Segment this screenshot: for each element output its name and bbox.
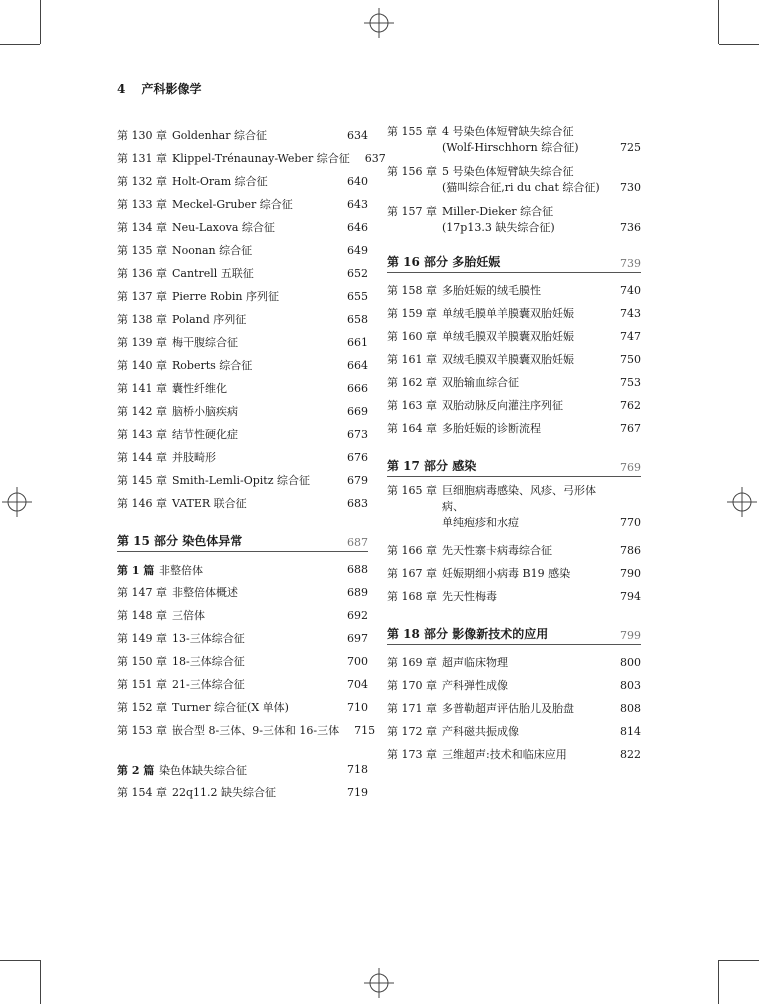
chapter-title: 囊性纤维化 <box>172 381 227 395</box>
chapter-title <box>442 124 605 156</box>
chapter-title: 13-三体综合征 <box>172 631 245 645</box>
part-title: 第 18 部分 影像新技术的应用 <box>387 627 549 641</box>
page-ref: 692 <box>347 608 368 622</box>
page-ref: 786 <box>620 543 641 557</box>
toc-entry <box>117 193 368 216</box>
page-ref: 661 <box>347 335 368 349</box>
chapter-number: 第 131 章 <box>117 151 167 165</box>
chapter-number: 第 141 章 <box>117 381 167 395</box>
crop-mark <box>718 0 719 44</box>
chapter-number: 第 137 章 <box>117 289 167 303</box>
toc-entry <box>117 124 368 147</box>
chapter-number: 第 162 章 <box>387 375 437 389</box>
chapter-title: 单绒毛膜单羊膜囊双胎妊娠 <box>442 306 574 320</box>
section-number: 第 1 篇 <box>117 563 155 577</box>
chapter-title: 脑桥小脑疾病 <box>172 404 238 418</box>
page-ref: 715 <box>354 723 376 737</box>
chapter-number: 第 148 章 <box>117 608 167 622</box>
chapter-number: 第 155 章 <box>387 125 437 138</box>
page-ref: 769 <box>620 461 641 474</box>
page-ref: 673 <box>347 427 368 441</box>
registration-mark-icon <box>364 8 394 38</box>
toc-entry <box>117 170 368 193</box>
page-ref: 666 <box>347 381 368 395</box>
chapter-number: 第 135 章 <box>117 243 167 257</box>
chapter-title <box>442 204 605 236</box>
part-heading <box>387 248 641 273</box>
chapter-number: 第 160 章 <box>387 329 437 343</box>
chapter-number: 第 154 章 <box>117 785 167 799</box>
chapter-number: 第 142 章 <box>117 404 167 418</box>
page-ref: 770 <box>620 516 641 529</box>
page-ref: 683 <box>347 496 368 510</box>
chapter-title: 三倍体 <box>172 608 205 622</box>
chapter-number: 第 147 章 <box>117 585 167 599</box>
chapter-title: Turner 综合征(X 单体) <box>172 700 289 714</box>
toc-entry <box>117 331 368 354</box>
toc-entry <box>387 539 641 562</box>
toc-left-column <box>117 124 386 804</box>
page-ref: 689 <box>347 585 368 599</box>
section-title: 染色体缺失综合征 <box>159 763 247 777</box>
toc-entry <box>387 585 641 608</box>
chapter-number: 第 143 章 <box>117 427 167 441</box>
chapter-title: 超声临床物理 <box>442 655 508 669</box>
toc-entry <box>117 781 368 804</box>
chapter-number: 第 172 章 <box>387 724 437 738</box>
chapter-title <box>442 483 605 531</box>
page-ref: 762 <box>620 398 641 412</box>
chapter-title-line: (猫叫综合征,ri du chat 综合征) <box>442 181 600 194</box>
toc-entry <box>387 348 641 371</box>
chapter-number: 第 134 章 <box>117 220 167 234</box>
page-ref: 718 <box>347 763 368 776</box>
chapter-number: 第 153 章 <box>117 723 167 737</box>
toc-entry <box>387 371 641 394</box>
toc-entry <box>117 650 368 673</box>
page-ref: 814 <box>620 724 641 738</box>
registration-mark-icon <box>727 487 757 517</box>
page-ref: 739 <box>620 257 641 270</box>
toc-entry <box>117 377 368 400</box>
toc-entry <box>117 581 368 604</box>
registration-mark-icon <box>2 487 32 517</box>
chapter-title: VATER 联合征 <box>172 496 247 510</box>
chapter-number: 第 165 章 <box>387 484 437 497</box>
page-ref: 730 <box>620 181 641 194</box>
toc-entry <box>117 262 368 285</box>
chapter-number: 第 138 章 <box>117 312 167 326</box>
chapter-number: 第 139 章 <box>117 335 167 349</box>
section-heading <box>117 558 368 581</box>
page-ref: 652 <box>347 266 368 280</box>
toc-entry <box>117 423 368 446</box>
section-title: 非整倍体 <box>159 563 203 577</box>
toc-entry <box>117 469 368 492</box>
chapter-number: 第 136 章 <box>117 266 167 280</box>
chapter-title: Meckel-Gruber 综合征 <box>172 197 293 211</box>
chapter-number: 第 168 章 <box>387 589 437 603</box>
page-ref: 794 <box>620 589 641 603</box>
page-ref: 704 <box>347 677 368 691</box>
crop-mark <box>0 44 40 45</box>
toc-entry <box>387 562 641 585</box>
chapter-number: 第 149 章 <box>117 631 167 645</box>
chapter-number: 第 133 章 <box>117 197 167 211</box>
toc-entry <box>117 492 368 515</box>
chapter-number: 第 164 章 <box>387 421 437 435</box>
chapter-title: 双绒毛膜双羊膜囊双胎妊娠 <box>442 352 574 366</box>
chapter-number: 第 158 章 <box>387 283 437 297</box>
chapter-title: Smith-Lemli-Opitz 综合征 <box>172 473 310 487</box>
toc-entry <box>387 302 641 325</box>
toc-right-column <box>387 124 641 766</box>
chapter-title: 22q11.2 缺失综合征 <box>172 785 277 799</box>
chapter-title: 三维超声:技术和临床应用 <box>442 747 567 761</box>
registration-mark-icon <box>364 968 394 998</box>
part-title: 第 16 部分 多胎妊娠 <box>387 255 501 269</box>
toc-entry <box>387 743 641 766</box>
toc-entry <box>387 697 641 720</box>
chapter-title: 并肢畸形 <box>172 450 216 464</box>
toc-entry <box>117 354 368 377</box>
chapter-title: 18-三体综合征 <box>172 654 245 668</box>
chapter-title: Neu-Laxova 综合征 <box>172 220 275 234</box>
chapter-title: 非整倍体概述 <box>172 585 238 599</box>
chapter-title: Noonan 综合征 <box>172 243 253 257</box>
crop-mark <box>718 960 719 1004</box>
spacer <box>117 742 368 756</box>
toc-entry <box>387 204 641 236</box>
toc-entry <box>117 627 368 650</box>
toc-entry <box>387 674 641 697</box>
chapter-number: 第 140 章 <box>117 358 167 372</box>
chapter-number: 第 166 章 <box>387 543 437 557</box>
chapter-title-line: 单纯疱疹和水痘 <box>442 516 519 529</box>
toc-entry <box>117 446 368 469</box>
page-ref: 800 <box>620 655 641 669</box>
section-heading <box>117 758 368 781</box>
chapter-title-line: Miller-Dieker 综合征 <box>442 205 554 218</box>
chapter-number: 第 156 章 <box>387 165 437 178</box>
toc-entry <box>117 719 376 742</box>
page-ref: 803 <box>620 678 641 692</box>
page-ref: 700 <box>347 654 368 668</box>
chapter-title: Pierre Robin 序列征 <box>172 289 279 303</box>
chapter-title: 双胎输血综合征 <box>442 375 519 389</box>
toc-entry <box>117 696 368 719</box>
toc-entry <box>117 239 368 262</box>
chapter-title: 单绒毛膜双羊膜囊双胎妊娠 <box>442 329 574 343</box>
page-ref: 637 <box>364 151 386 165</box>
page-ref: 688 <box>347 563 368 576</box>
toc-entry <box>117 673 368 696</box>
page-ref: 736 <box>620 221 641 234</box>
part-title: 第 17 部分 感染 <box>387 459 477 473</box>
part-heading <box>387 620 641 645</box>
chapter-number: 第 151 章 <box>117 677 167 691</box>
page-ref: 658 <box>347 312 368 326</box>
chapter-number: 第 169 章 <box>387 655 437 669</box>
page-ref: 799 <box>620 629 641 642</box>
page-ref: 655 <box>347 289 368 303</box>
chapter-title-line: 巨细胞病毒感染、风疹、弓形体病、 <box>442 484 596 513</box>
page-ref: 679 <box>347 473 368 487</box>
running-header <box>117 80 202 97</box>
chapter-title-line: 4 号染色体短臂缺失综合征 <box>442 125 574 138</box>
chapter-number: 第 144 章 <box>117 450 167 464</box>
chapter-title: Cantrell 五联征 <box>172 266 254 280</box>
page-ref: 646 <box>347 220 368 234</box>
page-ref: 822 <box>620 747 641 761</box>
chapter-title: Roberts 综合征 <box>172 358 253 372</box>
page-ref: 676 <box>347 450 368 464</box>
chapter-number: 第 167 章 <box>387 566 437 580</box>
chapter-title: 多普勒超声评估胎儿及胎盘 <box>442 701 574 715</box>
page-ref: 687 <box>347 536 368 549</box>
chapter-title: 双胎动脉反向灌注序列征 <box>442 398 563 412</box>
page-ref: 747 <box>620 329 641 343</box>
toc-entry <box>387 279 641 302</box>
chapter-number: 第 157 章 <box>387 205 437 218</box>
chapter-title <box>442 164 605 196</box>
toc-entry <box>387 164 641 196</box>
crop-mark <box>0 960 40 961</box>
crop-mark <box>719 960 759 961</box>
chapter-number: 第 170 章 <box>387 678 437 692</box>
chapter-number: 第 150 章 <box>117 654 167 668</box>
part-heading <box>117 527 368 552</box>
toc-entry <box>387 417 641 440</box>
crop-mark <box>40 0 41 44</box>
chapter-number: 第 173 章 <box>387 747 437 761</box>
page-ref: 710 <box>347 700 368 714</box>
toc-entry <box>117 604 368 627</box>
page-number: 4 <box>117 82 126 96</box>
page-ref: 808 <box>620 701 641 715</box>
page-ref: 753 <box>620 375 641 389</box>
page-ref: 743 <box>620 306 641 320</box>
chapter-number: 第 130 章 <box>117 128 167 142</box>
toc-entry <box>117 147 386 170</box>
page-ref: 634 <box>347 128 368 142</box>
page-ref: 790 <box>620 566 641 580</box>
chapter-title-line: 5 号染色体短臂缺失综合征 <box>442 165 574 178</box>
crop-mark <box>40 960 41 1004</box>
chapter-title: 结节性硬化症 <box>172 427 238 441</box>
chapter-title-line: (17p13.3 缺失综合征) <box>442 221 555 234</box>
chapter-title: 产科弹性成像 <box>442 678 508 692</box>
chapter-title: 妊娠期细小病毒 B19 感染 <box>442 566 571 580</box>
toc-entry <box>387 394 641 417</box>
chapter-title: Holt-Oram 综合征 <box>172 174 268 188</box>
chapter-title: 多胎妊娠的绒毛膜性 <box>442 283 541 297</box>
chapter-title: 多胎妊娠的诊断流程 <box>442 421 541 435</box>
toc-entry <box>387 483 641 531</box>
page-ref: 719 <box>347 785 368 799</box>
chapter-title-line: (Wolf-Hirschhorn 综合征) <box>442 141 579 154</box>
toc-entry <box>117 308 368 331</box>
chapter-number: 第 132 章 <box>117 174 167 188</box>
page-ref: 640 <box>347 174 368 188</box>
page-ref: 750 <box>620 352 641 366</box>
page-ref: 767 <box>620 421 641 435</box>
chapter-title: 先天性寨卡病毒综合征 <box>442 543 552 557</box>
section-number: 第 2 篇 <box>117 763 155 777</box>
page-ref: 725 <box>620 141 641 154</box>
toc-entry <box>117 285 368 308</box>
toc-entry <box>387 651 641 674</box>
toc-entry <box>387 325 641 348</box>
chapter-title: 产科磁共振成像 <box>442 724 519 738</box>
chapter-title: Poland 序列征 <box>172 312 247 326</box>
chapter-number: 第 152 章 <box>117 700 167 714</box>
page-ref: 697 <box>347 631 368 645</box>
chapter-number: 第 171 章 <box>387 701 437 715</box>
part-heading <box>387 452 641 477</box>
toc-entry <box>117 400 368 423</box>
toc-entry <box>387 124 641 156</box>
chapter-title: 梅干腹综合征 <box>172 335 238 349</box>
page-ref: 649 <box>347 243 368 257</box>
chapter-number: 第 163 章 <box>387 398 437 412</box>
page-ref: 664 <box>347 358 368 372</box>
chapter-title: Goldenhar 综合征 <box>172 128 267 142</box>
chapter-title: 21-三体综合征 <box>172 677 245 691</box>
page-ref: 669 <box>347 404 368 418</box>
crop-mark <box>719 44 759 45</box>
chapter-number: 第 146 章 <box>117 496 167 510</box>
chapter-title: Klippel-Trénaunay-Weber 综合征 <box>172 151 350 165</box>
part-title: 第 15 部分 染色体异常 <box>117 534 243 548</box>
chapter-number: 第 145 章 <box>117 473 167 487</box>
toc-entry <box>117 216 368 239</box>
book-title: 产科影像学 <box>141 82 202 96</box>
chapter-number: 第 161 章 <box>387 352 437 366</box>
toc-entry <box>387 720 641 743</box>
chapter-number: 第 159 章 <box>387 306 437 320</box>
chapter-title: 先天性梅毒 <box>442 589 497 603</box>
page-ref: 740 <box>620 283 641 297</box>
chapter-title: 嵌合型 8-三体、9-三体和 16-三体 <box>172 723 340 737</box>
page-ref: 643 <box>347 197 368 211</box>
